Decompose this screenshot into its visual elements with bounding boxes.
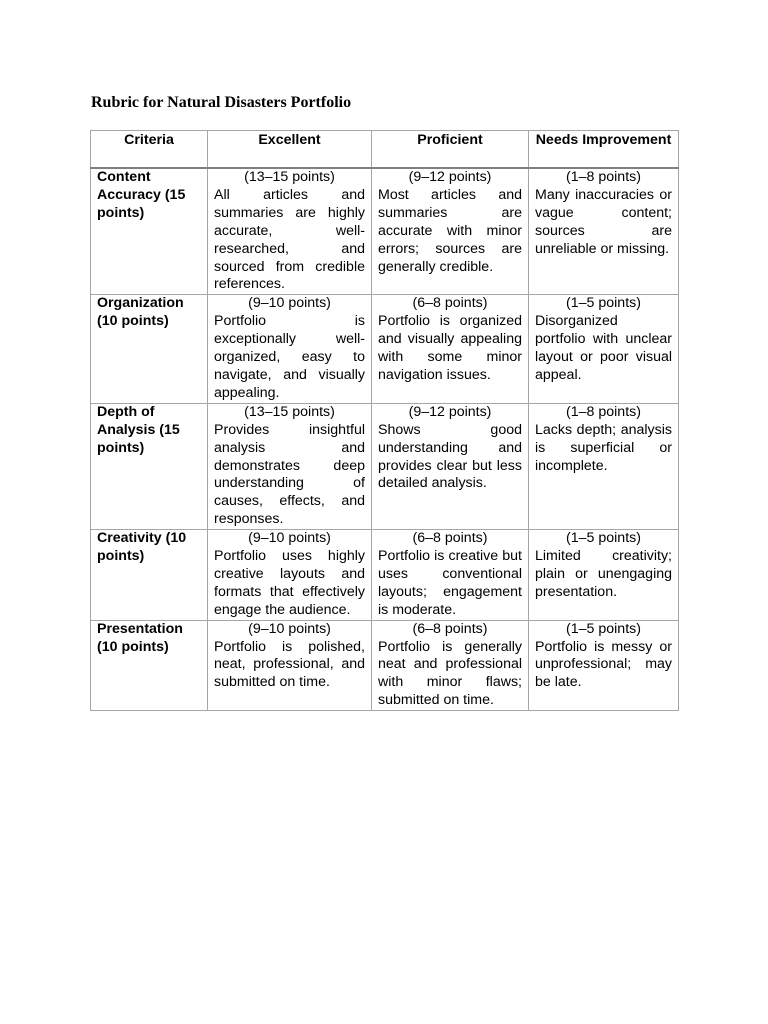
header-criteria: Criteria: [91, 131, 208, 169]
points-range: (1–8 points): [566, 403, 641, 420]
excellent-cell: [208, 295, 372, 403]
cell-description: Portfolio uses highly creative layouts and formats that effectively engage the audience.: [214, 548, 365, 618]
criteria-cell: Organization (10 points): [91, 295, 208, 403]
cell-description: Shows good understanding and provides clear but less detailed analysis.: [378, 421, 522, 492]
points-range: (13–15 points): [244, 169, 335, 185]
needs-improvement-cell: [529, 530, 679, 621]
needs-improvement-cell: [529, 403, 679, 529]
criteria-cell: Creativity (10 points): [91, 530, 208, 621]
table-row: [91, 168, 679, 295]
excellent-cell: [208, 403, 372, 529]
cell-description: Disorganized portfolio with unclear layout or poor visual appeal.: [535, 313, 672, 383]
cell-description: Portfolio is creative but uses conventional layouts; engagement is moderate.: [378, 548, 522, 618]
needs-improvement-cell: [529, 295, 679, 403]
cell-description: Limited creativity; plain or unengaging presentation.: [535, 548, 672, 600]
table-row: [91, 620, 679, 711]
table-row: [91, 403, 679, 529]
criteria-cell: Depth of Analysis (15 points): [91, 403, 208, 529]
points-range: (9–10 points): [248, 295, 331, 312]
cell-description: Portfolio is organized and visually appealing with some minor navigation issues.: [378, 313, 522, 383]
points-range: (6–8 points): [412, 620, 488, 637]
needs-improvement-cell: [529, 620, 679, 711]
excellent-cell: [208, 530, 372, 621]
header-needs-improvement: Needs Improvement: [529, 131, 679, 169]
points-range: (1–5 points): [566, 295, 641, 312]
table-row: [91, 530, 679, 621]
excellent-cell: [208, 620, 372, 711]
proficient-cell: [372, 620, 529, 711]
rubric-table: [90, 130, 679, 711]
points-range: (13–15 points): [244, 403, 335, 420]
header-proficient: Proficient: [372, 131, 529, 169]
cell-description: Most articles and summaries are accurate with minor errors; sources are generally credible.: [378, 186, 522, 275]
header-excellent: Excellent: [208, 131, 372, 169]
criteria-cell: Content Accuracy (15 points): [91, 168, 208, 295]
proficient-cell: [372, 168, 529, 295]
header-row: [91, 131, 679, 169]
points-range: (9–12 points): [408, 403, 492, 420]
cell-description: All articles and summaries are highly accurate, well-researched, and sourced from credible references.: [214, 186, 365, 293]
page-title: Rubric for Natural Disasters Portfolio: [91, 94, 352, 111]
needs-improvement-cell: [529, 168, 679, 295]
cell-description: Portfolio is exceptionally well-organized, easy to navigate, and visually appealing.: [214, 313, 365, 401]
proficient-cell: [372, 530, 529, 621]
cell-description: Portfolio is generally neat and professional with minor flaws; submitted on time.: [378, 638, 522, 709]
points-range: (1–5 points): [566, 530, 641, 547]
criteria-cell: Presentation (10 points): [91, 620, 208, 711]
points-range: (9–10 points): [248, 620, 331, 637]
proficient-cell: [372, 403, 529, 529]
cell-description: Portfolio is messy or unprofessional; may be late.: [535, 638, 672, 691]
cell-description: Lacks depth; analysis is superficial or incomplete.: [535, 421, 672, 474]
points-range: (6–8 points): [412, 295, 488, 312]
cell-description: Many inaccuracies or vague content; sources are unreliable or missing.: [535, 186, 672, 257]
cell-description: Portfolio is polished, neat, professional, and submitted on time.: [214, 638, 365, 691]
points-range: (9–10 points): [248, 530, 331, 547]
proficient-cell: [372, 295, 529, 403]
table-row: [91, 295, 679, 403]
points-range: (9–12 points): [408, 169, 492, 185]
cell-description: Provides insightful analysis and demonstrates deep understanding of causes, effects, and responses.: [214, 421, 365, 528]
points-range: (6–8 points): [412, 530, 488, 547]
points-range: (1–5 points): [566, 620, 641, 637]
excellent-cell: [208, 168, 372, 295]
points-range: (1–8 points): [566, 169, 641, 185]
